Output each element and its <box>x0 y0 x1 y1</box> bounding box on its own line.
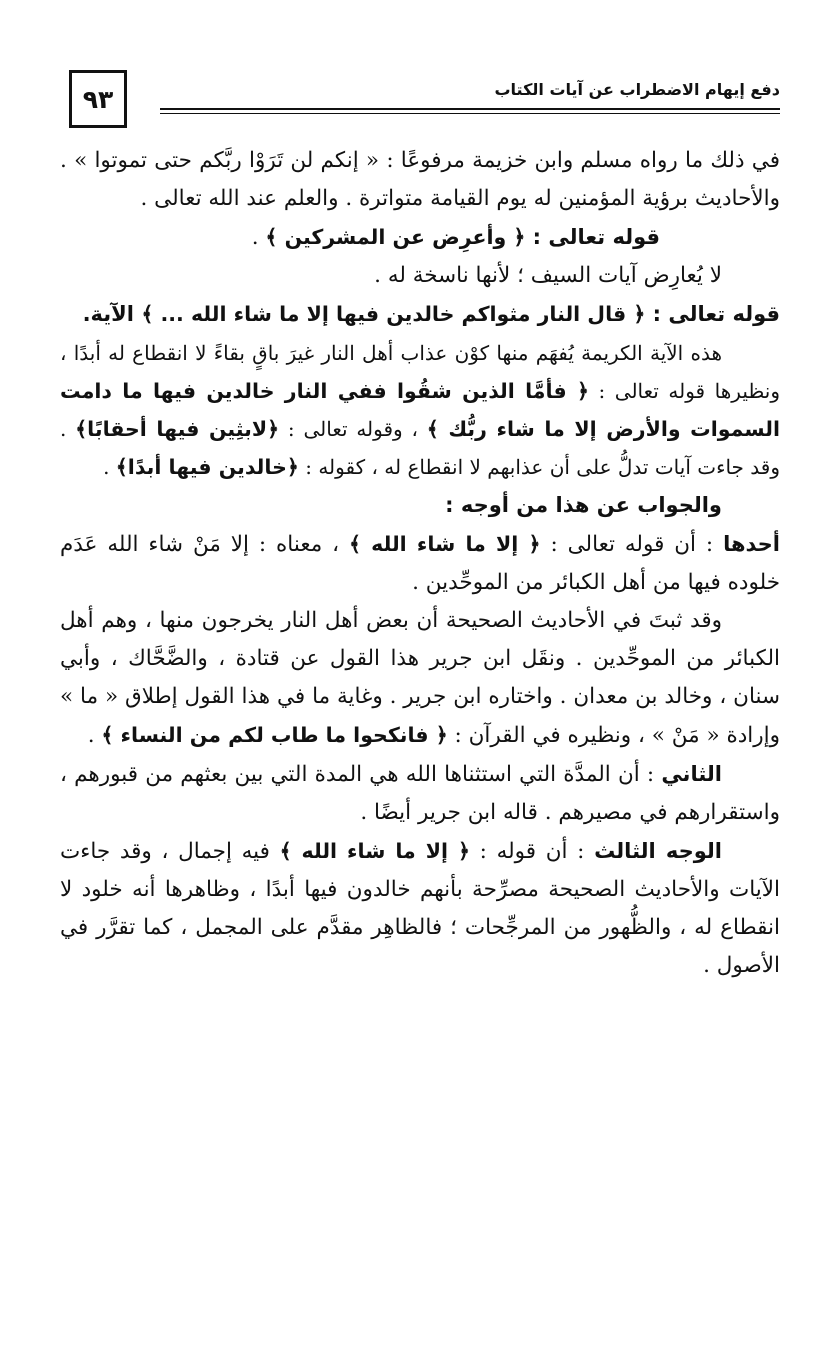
paragraph-10-text-b: فيه إجمال ، وقد جاءت الآيات والأحاديث الصحيحة مصرِّحة بأنهم خالدون فيها أبدًا ، وظاهرها أنه خلود لا انقطاع له ، والظُّهور من المرجِّحات ؛ فالظاهِر مقدَّم على المجمل ، كما تقرَّر في الأصول . <box>60 839 780 978</box>
paragraph-8-text: وقد ثبتَ في الأحاديث الصحيحة أن بعض أهل النار يخرجون منها ، وهم أهل الكبائر من الموحِّدين . ونقَل ابن جرير هذا القول عن قتادة ، والضَّحَّاك ، وأبي سنان ، وخالد بن معدان . واختاره ابن جرير . وغاية ما في هذا القول إطلاق « ما » وإرادة « مَنْ » ، ونظيره في القرآن : <box>60 608 780 748</box>
paragraph-9 <box>60 755 780 832</box>
point-label: الثاني <box>661 762 722 786</box>
quran-verse: ﴿ فأمَّا الذين شقُوا ففي النار خالدين فيها ما دامت السموات والأرض إلا ما شاء ربُّك ﴾ <box>60 379 780 441</box>
quran-verse: ﴿خالدين فيها أبدًا﴾ <box>115 455 299 479</box>
paragraph-7-text-a: : أن قوله تعالى : <box>540 532 724 557</box>
paragraph-3-text: لا يُعارِض آيات السيف ؛ لأنها ناسخة له . <box>374 263 722 288</box>
paragraph-5 <box>60 334 780 486</box>
header-rule <box>160 108 780 110</box>
paragraph-1-text: في ذلك ما رواه مسلم وابن خزيمة مرفوعًا : « إنكم لن تَرَوْا ربَّكم حتى تموتوا » . والأحاديث برؤية المؤمنين له يوم القيامة متواترة . والعلم عند الله تعالى . <box>60 148 780 211</box>
quran-verse: ﴿لابثِين فيها أحقابًا﴾ <box>75 417 280 441</box>
quran-verse: ﴿ وأعرِض عن المشركين ﴾ <box>265 225 526 249</box>
verse-heading-lead: قوله تعالى : <box>525 225 660 249</box>
paragraph-3 <box>60 257 780 295</box>
paragraph-2 <box>60 218 780 257</box>
section-heading: والجواب عن هذا من أوجه : <box>445 493 722 517</box>
paragraph-5-text-d: . <box>103 455 116 479</box>
quran-verse: ﴿ فانكحوا ما طاب لكم من النساء ﴾ <box>101 723 448 747</box>
paragraph-7 <box>60 525 780 602</box>
quran-verse: ﴿ إلا ما شاء الله ﴾ <box>279 839 470 863</box>
running-title: دفع إيهام الاضطراب عن آيات الكتاب <box>494 80 780 99</box>
paragraph-2-end: . <box>251 225 266 250</box>
paragraph-10-text-a: : أن قوله : <box>470 839 595 864</box>
paragraph-6 <box>60 486 780 525</box>
quran-verse: ﴿ إلا ما شاء الله ﴾ <box>348 532 541 556</box>
body-text <box>60 142 780 985</box>
paragraph-5-text-a: هذه الآية الكريمة يُفهَم منها كوْن عذاب أهل النار غيرَ باقٍ بقاءً لا انقطاع له أبدًا ، ونظيرها قوله تعالى : <box>60 341 781 403</box>
point-label: الوجه الثالث <box>594 839 722 863</box>
paragraph-4 <box>60 295 780 334</box>
paragraph-4-end: الآية. <box>82 302 142 326</box>
header-rule-thin <box>160 113 780 114</box>
paragraph-8-end: . <box>87 723 102 748</box>
paragraph-5-text-b: ، وقوله تعالى : <box>279 417 427 441</box>
paragraph-9-text: : أن المدَّة التي استثناها الله هي المدة التي بين بعثهم من قبورهم ، واستقرارهم في مصيرهم . قاله ابن جرير أيضًا . <box>60 762 780 825</box>
paragraph-7-text-b: ، معناه : إلا مَنْ شاء الله عَدَم خلوده فيها من أهل الكبائر من الموحِّدين . <box>60 532 780 595</box>
page-number: ٩٣ <box>69 70 127 128</box>
quran-verse: ﴿ قال النار مثواكم خالدين فيها إلا ما شاء الله ... ﴾ <box>141 302 646 326</box>
paragraph-1 <box>60 142 780 218</box>
paragraph-8 <box>60 602 780 755</box>
verse-heading-lead: قوله تعالى : <box>645 302 780 326</box>
paragraph-5-text-c: . وقد جاءت آيات تدلُّ على أن عذابهم لا انقطاع له ، كقوله : <box>60 417 780 479</box>
paragraph-10 <box>60 832 780 985</box>
point-label: أحدها <box>723 532 780 556</box>
